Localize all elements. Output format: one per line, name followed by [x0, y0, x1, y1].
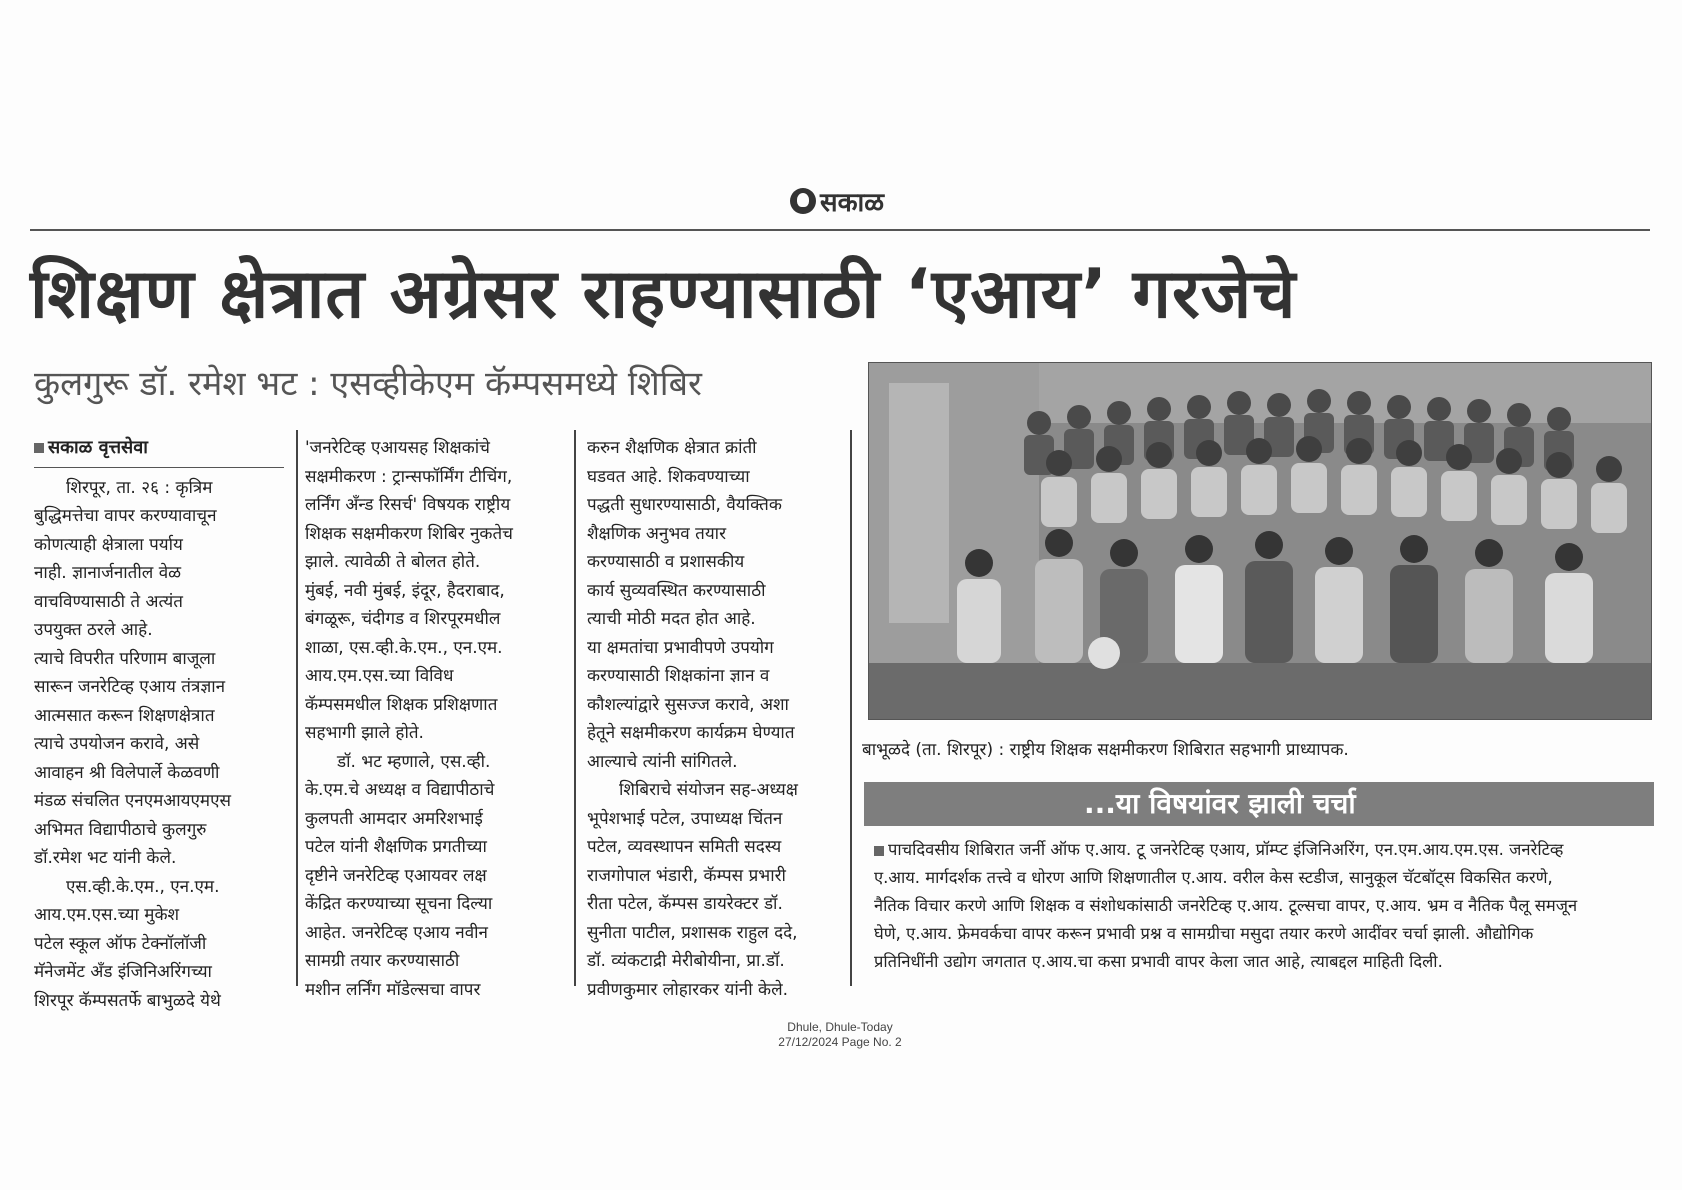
article-column-2	[305, 434, 555, 1004]
article-line: सारून जनरेटिव्ह एआय तंत्रज्ञान	[34, 677, 226, 697]
column-divider	[850, 430, 852, 986]
article-line: शैक्षणिक अनुभव तयार	[587, 523, 727, 544]
article-line: के.एम.चे अध्यक्ष व विद्यापीठाचे	[305, 780, 495, 800]
article-line: पटेल यांनी शैक्षणिक प्रगतीच्या	[305, 837, 487, 857]
masthead-rule	[30, 229, 1650, 231]
article-line: शिबिराचे संयोजन सह-अध्यक्ष	[619, 780, 798, 800]
article-line: शाळा, एस.व्ही.के.एम., एन.एम.	[305, 637, 503, 658]
box-banner	[864, 782, 1654, 826]
article-line: कुलपती आमदार अमरिशभाई	[305, 808, 483, 829]
article-line: प्रवीणकुमार लोहारकर यांनी केले.	[587, 979, 789, 1000]
headline: शिक्षण क्षेत्रात अग्रेसर राहण्यासाठी ‘एआय’ गरजेचे	[30, 255, 1297, 334]
column-divider	[296, 430, 298, 986]
article-line: डॉ. भट म्हणाले, एस.व्ही.	[337, 751, 491, 772]
box-bullet-icon	[874, 846, 884, 856]
article-column-3	[587, 434, 839, 1004]
article-line: उपयुक्त ठरले आहे.	[34, 620, 153, 640]
article-line: सहभागी झाले होते.	[305, 723, 424, 743]
article-line: पद्धती सुधारण्यासाठी, वैयक्तिक	[587, 495, 782, 515]
byline-rule	[34, 467, 284, 468]
article-line: त्याचे विपरीत परिणाम बाजूला	[34, 648, 216, 669]
page-footer	[700, 1020, 980, 1050]
masthead	[790, 184, 910, 218]
article-line: करण्यासाठी व प्रशासकीय	[587, 552, 745, 572]
article-line: हेतूने सक्षमीकरण कार्यक्रम घेण्यात	[587, 723, 795, 743]
box-line: नैतिक विचार करणे आणि शिक्षक व संशोधकांसाठी जनरेटिव्ह ए.आय. टूल्सचा वापर, ए.आय. भ्रम व नैतिक पैलू समजून	[874, 896, 1578, 915]
article-line: लर्निंग अँन्ड रिसर्च' विषयक राष्ट्रीय	[305, 495, 511, 515]
article-line: बंगळूरू, चंदीगड व शिरपूरमधील	[305, 609, 501, 629]
article-line: आत्मसात करून शिक्षणक्षेत्रात	[34, 705, 215, 726]
article-line: शिक्षक सक्षमीकरण शिबिर नुकतेच	[305, 523, 513, 544]
byline-text: सकाळ वृत्तसेवा	[48, 437, 148, 458]
article-line: 'जनरेटिव्ह एआयसह शिक्षकांचे	[305, 438, 490, 458]
footer-edition: Dhule, Dhule-Today	[787, 1020, 893, 1034]
group-photo-image	[869, 363, 1651, 719]
sakal-logo-icon	[790, 188, 816, 214]
article-line: आवाहन श्री विलेपार्ले केळवणी	[34, 762, 220, 783]
article-line: वाचविण्यासाठी ते अत्यंत	[34, 591, 183, 612]
box-line	[874, 836, 1650, 864]
article-line: या क्षमतांचा प्रभावीपणे उपयोग	[587, 637, 774, 658]
article-line: आय.एम.एस.च्या मुकेश	[34, 905, 180, 925]
article-line: रीता पटेल, कॅम्पस डायरेक्टर डॉ.	[587, 894, 783, 914]
article-line: आय.एम.एस.च्या विविध	[305, 666, 454, 686]
article-line: नाही. ज्ञानार्जनातील वेळ	[34, 563, 182, 583]
article-line: झाले. त्यावेळी ते बोलत होते.	[305, 552, 481, 572]
box-paragraph	[874, 836, 1650, 976]
article-line: मशीन लर्निंग मॉडेल्सचा वापर	[305, 979, 481, 1000]
group-photo	[868, 362, 1652, 720]
byline-bullet-icon	[34, 443, 44, 453]
byline	[34, 434, 284, 463]
box-title: ...या विषयांवर झाली चर्चा	[1084, 787, 1356, 820]
footer-date-page: 27/12/2024 Page No. 2	[778, 1035, 902, 1049]
article-line: भूपेशभाई पटेल, उपाध्यक्ष चिंतन	[587, 808, 783, 829]
article-line: कार्य सुव्यवस्थित करण्यासाठी	[587, 580, 766, 601]
article-line: अभिमत विद्यापीठाचे कुलगुरु	[34, 819, 207, 840]
box-line: प्रतिनिधींनी उद्योग जगतात ए.आय.चा कसा प्रभावी वापर केला जात आहे, त्याबद्दल माहिती दिली.	[874, 952, 1443, 971]
article-line: मंडळ संचलित एनएमआयएमएस	[34, 791, 231, 811]
article-line: एस.व्ही.के.एम., एन.एम.	[66, 876, 220, 897]
article-line: त्याचे उपयोजन करावे, असे	[34, 734, 200, 754]
article-line: कॅम्पसमधील शिक्षक प्रशिक्षणात	[305, 694, 498, 715]
article-line: करुन शैक्षणिक क्षेत्रात क्रांती	[587, 438, 757, 458]
column-divider	[574, 430, 576, 986]
article-line: शिरपूर कॅम्पसतर्फे बाभुळदे येथे	[34, 990, 221, 1011]
article-line: पटेल स्कूल ऑफ टेक्नॉलॉजी	[34, 933, 207, 954]
article-line: सामग्री तयार करण्यासाठी	[305, 951, 460, 971]
article-line: मॅनेजमेंट अँड इंजिनिअरिंगच्या	[34, 962, 212, 982]
article-line: राजगोपाल भंडारी, कॅम्पस प्रभारी	[587, 865, 786, 886]
article-line: बुद्धिमत्तेचा वापर करण्यावाचून	[34, 506, 217, 526]
box-line: घेणे, ए.आय. फ्रेमवर्कचा वापर करून प्रभावी प्रश्न व सामग्रीचा मसुदा तयार करणे आदींवर चर्चा झाली. औद्योगिक	[874, 924, 1534, 943]
article-line: पटेल, व्यवस्थापन समिती सदस्य	[587, 837, 782, 857]
article-line: कोणत्याही क्षेत्राला पर्याय	[34, 534, 183, 555]
article-line: मुंबई, नवी मुंबई, इंदूर, हैदराबाद,	[305, 580, 505, 601]
photo-caption: बाभूळदे (ता. शिरपूर) : राष्ट्रीय शिक्षक सक्षमीकरण शिबिरात सहभागी प्राध्यापक.	[862, 740, 1349, 760]
article-line: दृष्टीने जनरेटिव्ह एआयवर लक्ष	[305, 865, 487, 886]
article-line: घडवत आहे. शिकवण्याच्या	[587, 466, 750, 487]
article-line: केंद्रित करण्याच्या सूचना दिल्या	[305, 894, 493, 914]
box-line-text: पाचदिवसीय शिबिरात जर्नी ऑफ ए.आय. टू जनरेटिव्ह एआय, प्रॉम्प्ट इंजिनिअरिंग, एन.एम.आय.एम.एस. जनरेटिव्ह	[888, 840, 1564, 859]
article-line: शिरपूर, ता. २६ : कृत्रिम	[66, 477, 213, 498]
article-column-1	[34, 434, 284, 1015]
box-line: ए.आय. मार्गदर्शक तत्त्वे व धोरण आणि शिक्षणातील ए.आय. वरील केस स्टडीज, सानुकूल चॅटबॉट्स विकसित करणे,	[874, 868, 1553, 887]
article-line: आहेत. जनरेटिव्ह एआय नवीन	[305, 922, 488, 943]
article-line: सुनीता पाटील, प्रशासक राहुल ददे,	[587, 922, 798, 943]
masthead-name: सकाळ	[820, 188, 885, 218]
article-line: डॉ. व्यंकटाद्री मेरीबोयीना, प्रा.डॉ.	[587, 951, 785, 971]
article-line: सक्षमीकरण : ट्रान्सफॉर्मिंग टीचिंग,	[305, 466, 513, 487]
article-line: आल्याचे त्यांनी सांगितले.	[587, 751, 738, 772]
subheadline: कुलगुरू डॉ. रमेश भट : एसव्हीकेएम कॅम्पसमध्ये शिबिर	[34, 364, 702, 404]
article-line: डॉ.रमेश भट यांनी केले.	[34, 848, 177, 868]
article-line: त्याची मोठी मदत होत आहे.	[587, 609, 756, 629]
article-line: कौशल्यांद्वारे सुसज्ज करावे, अशा	[587, 694, 789, 715]
article-line: करण्यासाठी शिक्षकांना ज्ञान व	[587, 666, 770, 686]
